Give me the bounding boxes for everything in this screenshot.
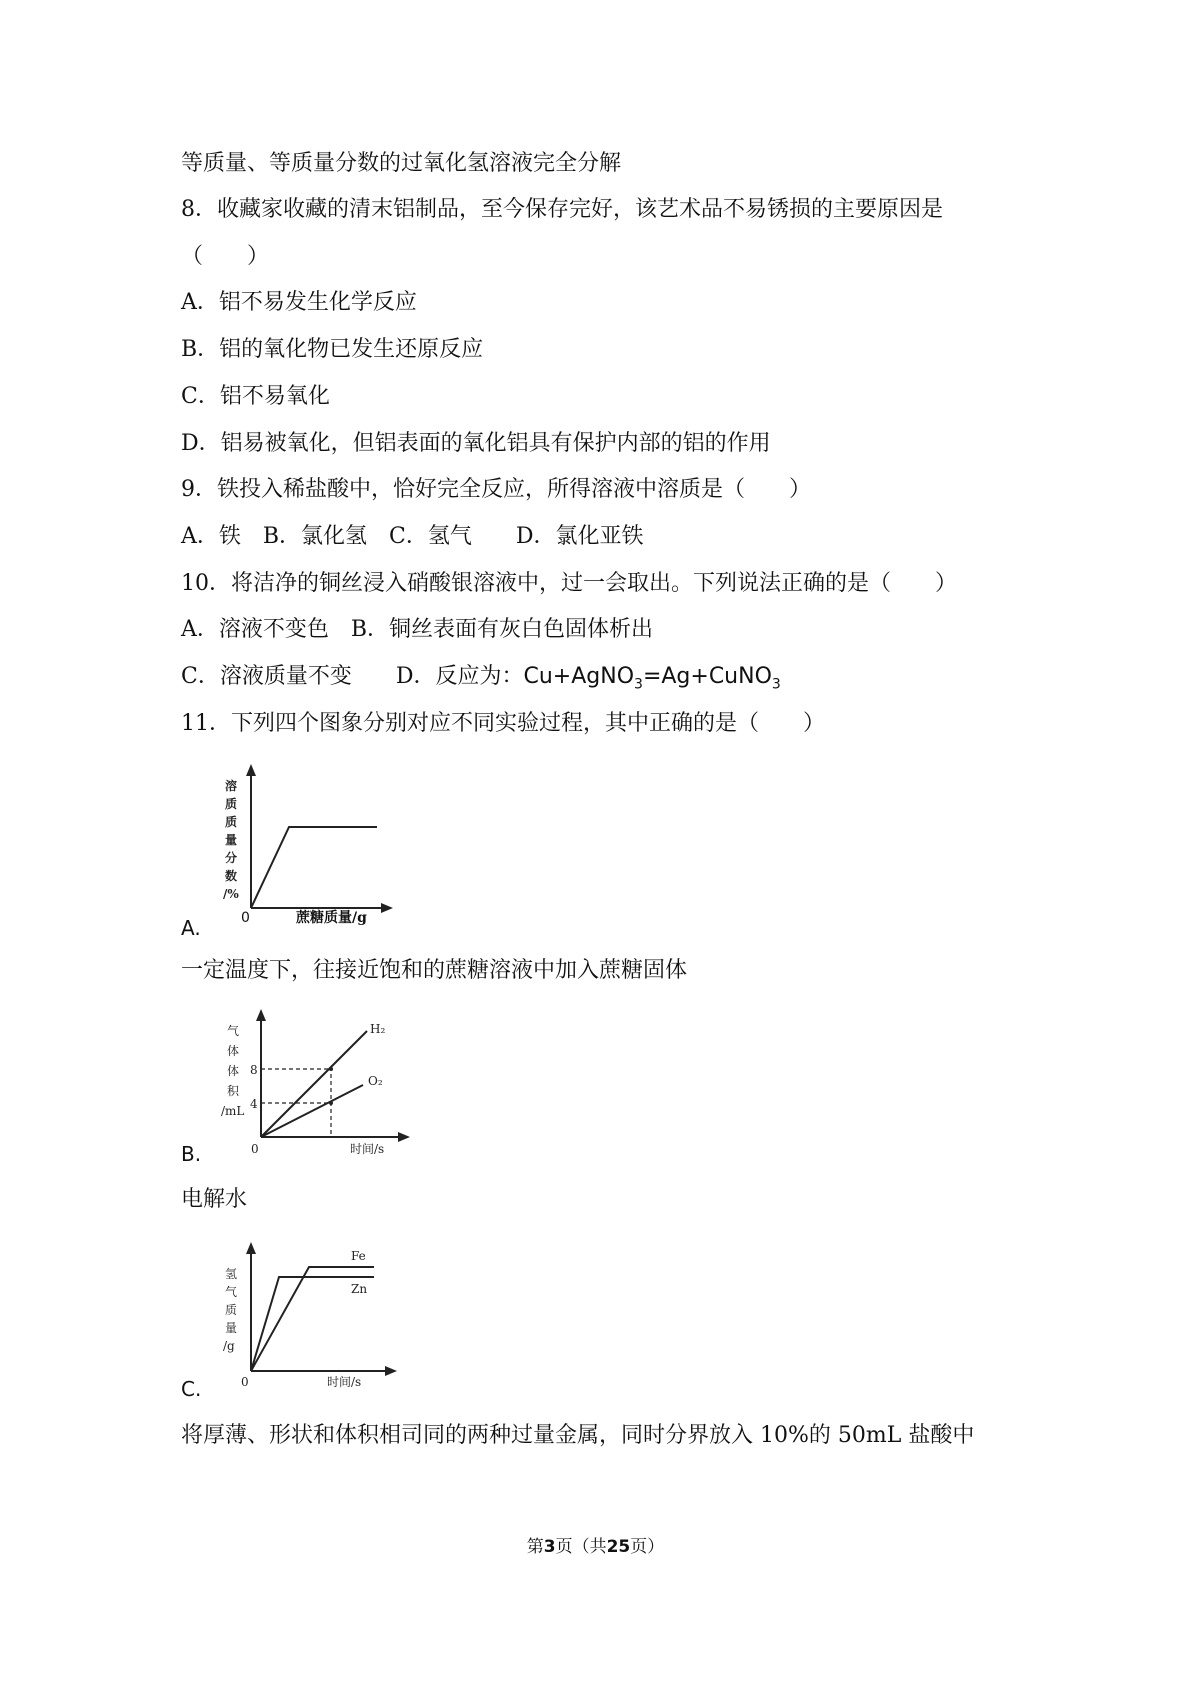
graph-a-xlabel: 蔗糖质量/g [296,910,367,926]
graph-a-origin: 0 [241,910,250,926]
graph-b-option-label: B. [181,1142,202,1166]
graph-a-option-label: A. [181,916,201,940]
question-11-stem: 11．下列四个图象分别对应不同实验过程，其中正确的是（ ） [181,711,825,736]
graph-c-origin: 0 [241,1375,249,1388]
svg-text:气: 气 [225,1285,238,1299]
svg-text:质: 质 [225,815,238,829]
graph-b [215,1005,415,1155]
graph-c-xlabel: 时间/s [327,1375,362,1388]
graph-c-option-label: C. [181,1377,202,1401]
svg-text:量: 量 [225,1321,238,1335]
question-10-options-cd-text: C．溶液质量不变 D．反应为： [181,664,524,689]
svg-text:数: 数 [225,869,238,883]
question-8-option-a: A．铝不易发生化学反应 [181,290,417,315]
question-9-options: A．铁 B．氯化氢 C．氢气 D．氯化亚铁 [181,524,644,549]
graph-b-origin: 0 [251,1142,259,1155]
svg-text:体: 体 [227,1044,240,1058]
graph-b-caption: 电解水 [181,1187,248,1212]
question-9-stem: 9．铁投入稀盐酸中，恰好完全反应，所得溶液中溶质是（ ） [181,477,811,502]
graph-a [215,760,395,920]
question-8-stem: 8．收藏家收藏的清末铝制品，至今保存完好，该艺术品不易锈损的主要原因是 [181,197,943,222]
svg-text:质: 质 [225,797,238,811]
question-8-option-c: C．铝不易氧化 [181,384,330,409]
graph-c-ylabel [223,1267,237,1353]
svg-text:/g: /g [223,1339,235,1353]
graph-b-ylabel [221,1023,244,1118]
svg-text:/%: /% [223,887,239,901]
svg-text:体: 体 [227,1064,240,1078]
svg-text:质: 质 [225,1303,238,1317]
question-8-blank: （ ） [181,244,270,269]
graph-b-series-h2: H₂ [370,1022,386,1036]
total-page-count: 25 [606,1537,631,1557]
question-8-option-d: D．铝易被氧化，但铝表面的氧化铝具有保护内部的铝的作用 [181,431,771,456]
graph-b-xlabel: 时间/s [350,1142,385,1155]
svg-text:溶: 溶 [225,779,238,793]
svg-text:气: 气 [227,1024,240,1038]
graph-a-caption: 一定温度下，往接近饱和的蔗糖溶液中加入蔗糖固体 [181,958,688,983]
svg-text:量: 量 [225,833,238,847]
graph-c [215,1238,405,1388]
svg-text:积: 积 [227,1084,240,1098]
question-10-options-ab: A．溶液不变色 B．铜丝表面有灰白色固体析出 [181,617,654,642]
graph-a-ylabel [223,778,239,901]
graph-c-caption: 将厚薄、形状和体积相司同的两种过量金属，同时分界放入 10%的 50mL 盐酸中 [181,1423,975,1448]
reaction-equation: Cu+AgNO$_3$=Ag+CuNO$_3$ [523,664,781,693]
page-footer: 第3页（共25页） [526,1537,665,1557]
graph-b-tick-8: 8 [250,1063,258,1077]
svg-text:分: 分 [225,851,238,865]
svg-text:/mL: /mL [221,1104,245,1118]
graph-c-series-zn: Zn [351,1282,368,1296]
question-8-option-b: B．铝的氧化物已发生还原反应 [181,337,484,362]
svg-text:氢: 氢 [225,1267,238,1281]
question-10-stem: 10．将洁净的铜丝浸入硝酸银溶液中，过一会取出。下列说法正确的是（ ） [181,571,957,596]
current-page-number: 3 [543,1537,556,1557]
question-10-options-cd [181,663,781,698]
graph-b-series-o2: O₂ [368,1074,383,1088]
graph-b-tick-4: 4 [250,1097,258,1111]
text-line-1: 等质量、等质量分数的过氧化氢溶液完全分解 [181,151,622,176]
graph-c-series-fe: Fe [351,1249,366,1263]
